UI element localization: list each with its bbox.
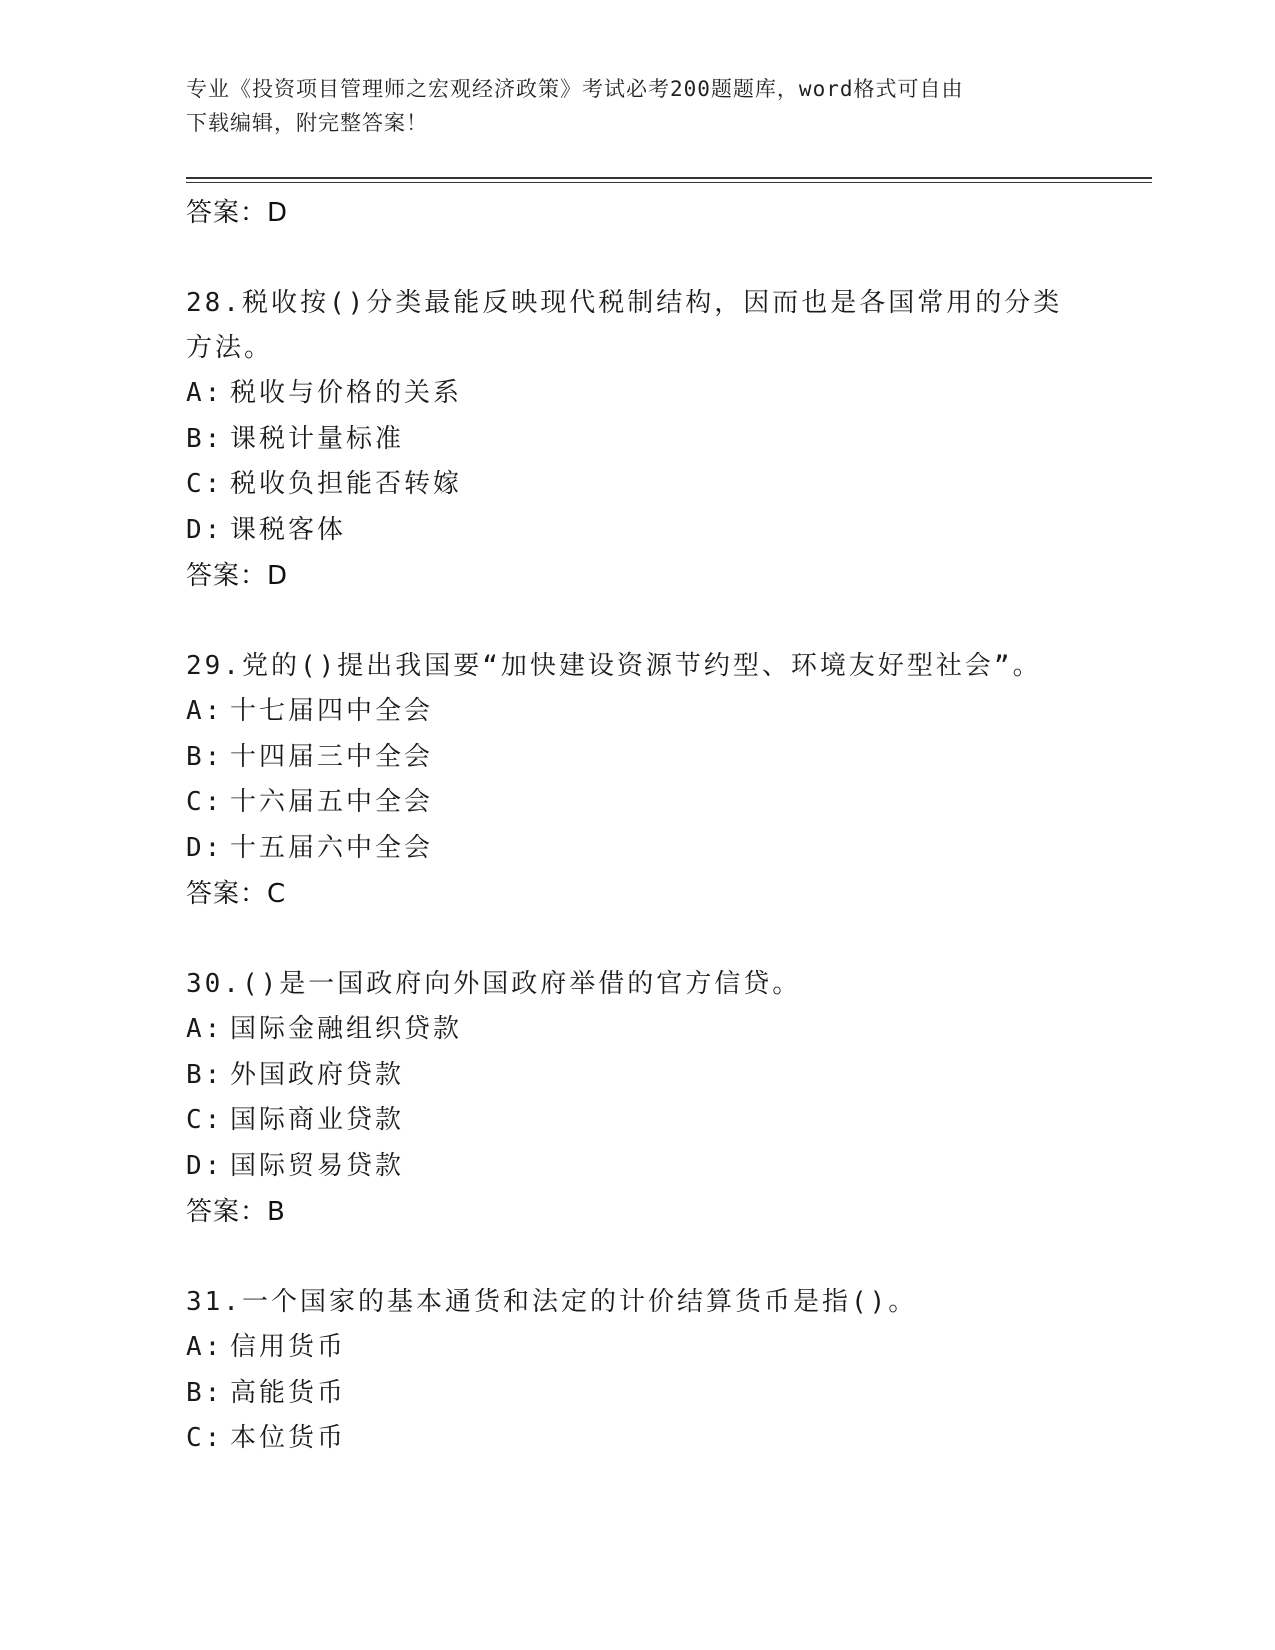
option-letter: A: [186, 1332, 224, 1362]
option-letter: B: [186, 1377, 224, 1408]
question-stem: 28.税收按()分类最能反映现代税制结构，因而也是各国常用的分类方法。 [186, 288, 1063, 363]
option-text: 十五届六中全会 [230, 832, 434, 863]
option-b [186, 1053, 1086, 1099]
option-text: 信用货币 [230, 1332, 347, 1362]
option-b [186, 735, 1086, 781]
option-d [186, 1144, 1086, 1190]
option-text: 税收负担能否转嫁 [230, 469, 463, 499]
question-29 [186, 644, 1086, 917]
option-d [186, 826, 1086, 872]
answer-label: 答案：C [186, 879, 287, 909]
option-letter: B: [186, 741, 224, 772]
question-28 [186, 281, 1086, 599]
header-line-1: 专业《投资项目管理师之宏观经济政策》考试必考200题题库，word格式可自由 [186, 77, 964, 101]
option-text: 国际商业贷款 [230, 1105, 405, 1135]
option-letter: D: [186, 514, 224, 545]
option-letter: C: [186, 1423, 224, 1453]
option-text: 十四届三中全会 [230, 741, 434, 772]
option-text: 十七届四中全会 [230, 696, 434, 726]
option-text: 课税客体 [230, 514, 347, 545]
option-text: 本位货币 [230, 1423, 347, 1453]
option-text: 十六届五中全会 [230, 787, 434, 817]
option-text: 税收与价格的关系 [230, 378, 463, 408]
option-a [186, 1325, 1086, 1371]
question-30 [186, 962, 1086, 1235]
option-letter: A: [186, 378, 224, 408]
header-rule-thick [186, 177, 1152, 179]
option-text: 外国政府贷款 [230, 1059, 405, 1090]
option-letter: B: [186, 1059, 224, 1090]
option-letter: C: [186, 1105, 224, 1135]
option-letter: D: [186, 1150, 224, 1181]
option-text: 国际金融组织贷款 [230, 1014, 463, 1044]
question-stem: 30.()是一国政府向外国政府举借的官方信贷。 [186, 969, 802, 999]
option-c [186, 462, 1086, 508]
option-d [186, 508, 1086, 554]
option-letter: C: [186, 787, 224, 817]
option-a [186, 1007, 1086, 1053]
option-letter: A: [186, 696, 224, 726]
answer-label: 答案：B [186, 1197, 286, 1227]
option-text: 课税计量标准 [230, 423, 405, 454]
option-text: 高能货币 [230, 1377, 347, 1408]
option-a [186, 371, 1086, 417]
header-line-2: 下载编辑，附完整答案！ [186, 111, 428, 135]
option-letter: D: [186, 832, 224, 863]
option-a [186, 689, 1086, 735]
option-b [186, 417, 1086, 463]
option-c [186, 780, 1086, 826]
question-list [186, 190, 1086, 1462]
option-letter: B: [186, 423, 224, 454]
option-letter: A: [186, 1014, 224, 1044]
document-header [186, 72, 1086, 140]
option-text: 国际贸易贷款 [230, 1150, 405, 1181]
header-rule-thin [186, 182, 1152, 183]
answer-label: 答案：D [186, 561, 289, 591]
option-c [186, 1416, 1086, 1462]
option-letter: C: [186, 469, 224, 499]
answer-label: 答案：D [186, 198, 289, 228]
question-stem: 31.一个国家的基本通货和法定的计价结算货币是指()。 [186, 1287, 918, 1317]
option-c [186, 1098, 1086, 1144]
question-stem: 29.党的()提出我国要“加快建设资源节约型、环境友好型社会”。 [186, 651, 1042, 681]
option-b [186, 1371, 1086, 1417]
question-31 [186, 1280, 1086, 1462]
